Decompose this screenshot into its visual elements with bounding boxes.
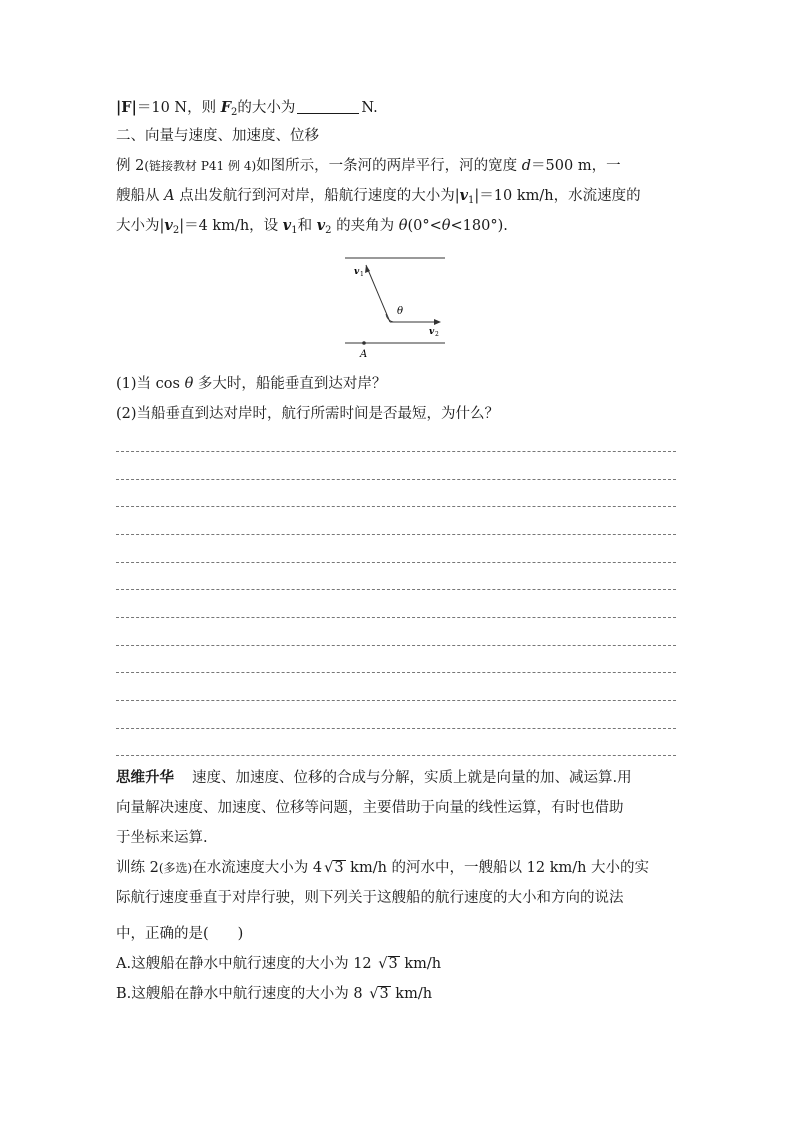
theta-symbol: θ [398,218,408,234]
question-2: (2)当船垂直到达对岸时，航行所需时间是否最短，为什么？ [116,406,500,422]
option-a[interactable] [116,954,441,974]
width-symbol: d [521,158,532,174]
v2-symbol: v [164,217,173,234]
option-text: B.这艘船在静水中航行速度的大小为 8 [116,986,368,1002]
example-text: |＝4 km/h，设 [179,218,283,234]
point-symbol: A [164,188,175,204]
example-text: 点出发航行到河对岸，船航行速度的大小为| [174,188,460,204]
example-text: 和 [297,218,317,234]
v2-symbol: v [316,217,326,234]
example-text: 如图所示，一条河的两岸平行，河的宽度 [256,158,522,174]
v1-symbol: v [282,217,292,234]
point-a-label: A [360,349,368,360]
answer-blank[interactable] [297,99,359,114]
v2-arrowhead [434,319,441,325]
sqrt-sign: √ [378,956,388,972]
option-text: km/h [390,986,433,1002]
answer-writing-line[interactable] [116,728,676,729]
sqrt-radicand: 3 [379,986,389,1002]
example-source: (链接教材 P41 例 4) [144,159,257,173]
question-text: 多大时，船能垂直到达对岸？ [193,376,387,392]
answer-writing-line[interactable] [116,479,676,480]
training-tag: (多选) [158,861,193,875]
sqrt-sign: √ [369,986,379,1002]
point-a-dot [362,341,366,345]
sqrt-radicand: 3 [388,956,398,972]
example-text: |＝10 km/h，水流速度的 [474,188,641,204]
example-text: 的夹角为 [331,218,399,234]
answer-writing-line[interactable] [116,617,676,618]
v2-subscript: 2 [172,225,180,236]
answer-writing-line[interactable] [116,755,676,756]
summary-line-3: 于坐标来运算. [116,830,208,846]
v1-label-sub: 1 [360,271,364,278]
section-heading: 二、向量与速度、加速度、位移 [116,128,319,144]
summary-label: 思维升华 [116,769,174,786]
example-text: 大小为| [116,218,165,234]
sqrt-sign: √ [324,860,334,876]
v2-label-sub: 2 [435,331,439,338]
example-text: 艘船从 [116,188,165,204]
v1-symbol: v [459,187,469,204]
example-text: (0°< [407,218,442,234]
option-text: km/h [399,956,442,972]
answer-writing-line[interactable] [116,589,676,590]
answer-text: ＝10 N，则 [136,100,221,116]
training-label: 训练 2 [116,860,159,876]
training-line-1 [116,858,649,878]
answer-writing-line[interactable] [116,645,676,646]
answer-writing-line[interactable] [116,534,676,535]
summary-line-1 [116,768,632,788]
answer-unit: N. [361,100,378,116]
f2-symbol: F [220,99,231,116]
v1-arrow [366,265,390,322]
sqrt-radicand: 3 [334,860,344,876]
v1-subscript: 1 [291,225,298,236]
theta-symbol: θ [441,218,451,234]
summary-text: 速度、加速度、位移的合成与分解，实质上就是向量的加、减运算.用 [192,770,632,786]
training-text: km/h 的河水中，一艘船以 12 km/h 大小的实 [345,860,650,876]
example-line-1 [116,156,621,176]
question-text: (1)当 cos [116,376,185,392]
answer-line [116,98,378,123]
answer-writing-line[interactable] [116,451,676,452]
answer-writing-line[interactable] [116,672,676,673]
example-text: ＝500 m，一 [531,158,621,174]
answer-writing-line[interactable] [116,506,676,507]
training-line-3: 中，正确的是( ) [116,926,244,942]
option-text: A.这艘船在静水中航行速度的大小为 12 [116,956,377,972]
example-line-2 [116,186,641,211]
example-text: <180°). [450,218,508,234]
theta-symbol: θ [184,376,194,392]
theta-label: θ [397,306,404,317]
example-label: 例 2 [116,158,145,174]
answer-writing-line[interactable] [116,562,676,563]
force-magnitude: |F| [116,99,137,116]
v1-subscript: 1 [468,195,475,206]
summary-line-2: 向量解决速度、加速度、位移等问题，主要借助于向量的线性运算，有时也借助 [116,800,624,816]
answer-text-rest: 的大小为 [237,100,296,116]
training-text: 在水流速度大小为 4 [192,860,323,876]
v1-label: v [354,267,360,277]
training-line-2: 际航行速度垂直于对岸行驶，则下列关于这艘船的航行速度的大小和方向的说法 [116,890,624,906]
option-b[interactable] [116,984,432,1004]
answer-writing-line[interactable] [116,700,676,701]
v2-label: v [429,327,435,337]
question-1 [116,374,386,394]
river-diagram [340,252,450,362]
v2-subscript: 2 [325,225,332,236]
f2-subscript: 2 [231,107,238,118]
example-line-3 [116,216,508,241]
